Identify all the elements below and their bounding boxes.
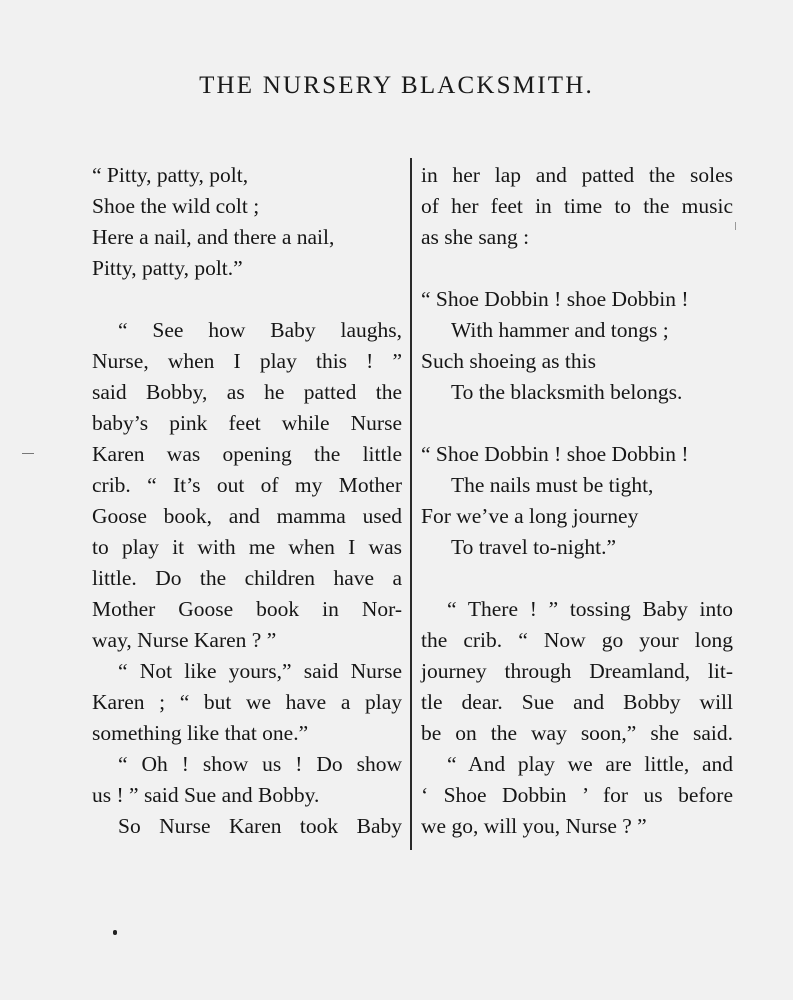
- text-line: ‘ Shoe Dobbin ’ for us before: [421, 783, 733, 807]
- text-line: To the blacksmith belongs.: [451, 380, 683, 404]
- text-line: To travel to-night.”: [451, 535, 617, 559]
- text-line: us ! ” said Sue and Bobby.: [92, 783, 320, 807]
- text-line: crib. “ It’s out of my Mother: [92, 473, 402, 497]
- stanza-break: [92, 284, 402, 315]
- text-line: something like that one.”: [92, 721, 309, 745]
- text-line: we go, will you, Nurse ? ”: [421, 814, 647, 838]
- text-line: of her feet in time to the music: [421, 194, 733, 218]
- text-line: Shoe the wild colt ;: [92, 194, 260, 218]
- text-line: “ And play we are little, and: [447, 752, 733, 776]
- ink-speck: [113, 930, 117, 935]
- stanza-break: [421, 563, 733, 594]
- stanza-break: [421, 408, 733, 439]
- text-line: baby’s pink feet while Nurse: [92, 411, 402, 435]
- text-line: in her lap and patted the soles: [421, 163, 733, 187]
- text-line: Goose book, and mamma used: [92, 504, 402, 528]
- text-line: “ Shoe Dobbin ! shoe Dobbin !: [421, 442, 689, 466]
- stanza-break: [421, 253, 733, 284]
- text-line: Mother Goose book in Nor-: [92, 597, 402, 621]
- text-line: “ See how Baby laughs,: [118, 318, 402, 342]
- text-line: “ Oh ! show us ! Do show: [118, 752, 402, 776]
- left-text-column: [92, 160, 402, 842]
- text-line: “ Shoe Dobbin ! shoe Dobbin !: [421, 287, 689, 311]
- text-line: With hammer and tongs ;: [451, 318, 669, 342]
- text-line: The nails must be tight,: [451, 473, 654, 497]
- text-line: be on the way soon,” she said.: [421, 721, 733, 745]
- text-line: said Bobby, as he patted the: [92, 380, 402, 404]
- text-line: journey through Dreamland, lit-: [421, 659, 733, 683]
- text-line: tle dear. Sue and Bobby will: [421, 690, 733, 714]
- text-line: “ There ! ” tossing Baby into: [447, 597, 733, 621]
- text-line: the crib. “ Now go your long: [421, 628, 733, 652]
- text-line: as she sang :: [421, 225, 530, 249]
- text-line: So Nurse Karen took Baby: [118, 814, 402, 838]
- text-line: way, Nurse Karen ? ”: [92, 628, 277, 652]
- text-line: little. Do the children have a: [92, 566, 402, 590]
- text-line: Such shoeing as this: [421, 349, 596, 373]
- text-line: Nurse, when I play this ! ”: [92, 349, 402, 373]
- text-line: Pitty, patty, polt.”: [92, 256, 243, 280]
- ink-speck: [735, 222, 736, 230]
- column-divider: [410, 158, 412, 850]
- text-line: “ Pitty, patty, polt,: [92, 163, 249, 187]
- text-line: Here a nail, and there a nail,: [92, 225, 335, 249]
- text-line: Karen ; “ but we have a play: [92, 690, 402, 714]
- right-text-column: [421, 160, 733, 842]
- text-line: For we’ve a long journey: [421, 504, 639, 528]
- text-line: “ Not like yours,” said Nurse: [118, 659, 402, 683]
- page-title: THE NURSERY BLACKSMITH.: [199, 72, 594, 99]
- margin-mark: [22, 453, 34, 454]
- text-line: Karen was opening the little: [92, 442, 402, 466]
- text-line: to play it with me when I was: [92, 535, 402, 559]
